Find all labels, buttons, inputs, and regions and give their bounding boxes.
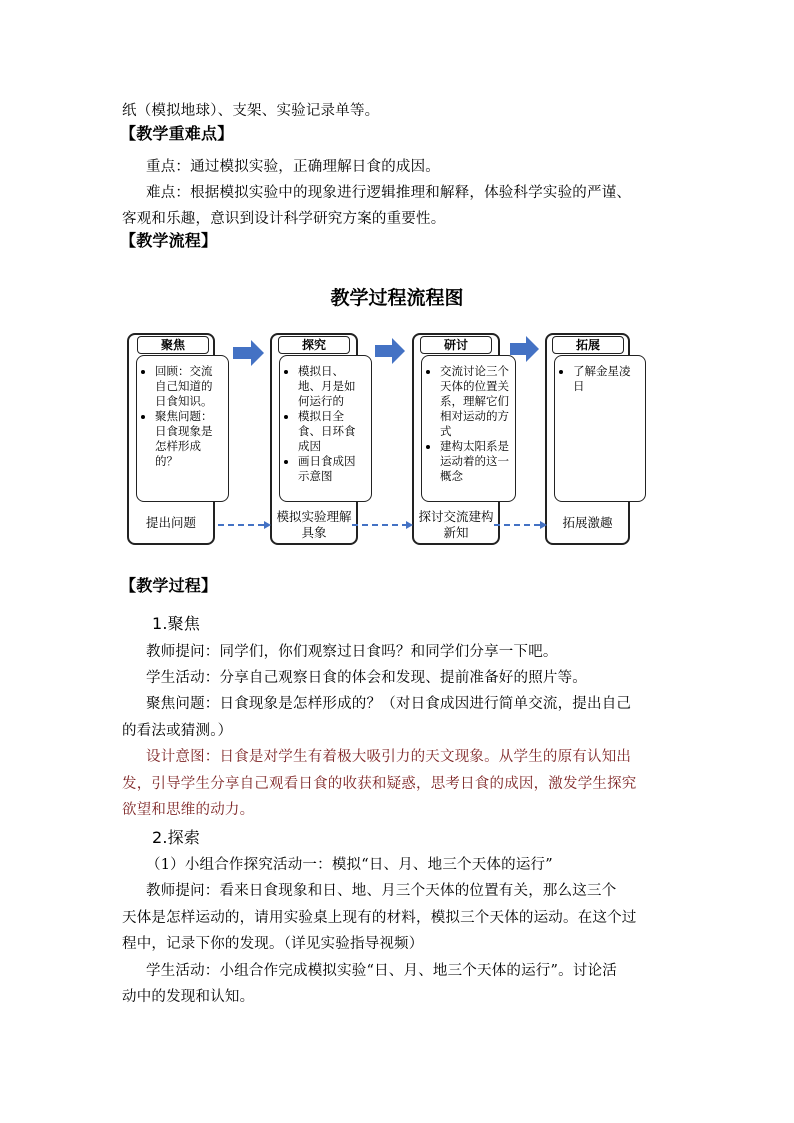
text-line: 聚焦问题：日食现象是怎样形成的？（对日食成因进行简单交流，提出自己 [146, 696, 632, 712]
text-line: 纸（模拟地球）、支架、实验记录单等。 [122, 103, 380, 119]
subsection-heading: 1.聚焦 [152, 614, 201, 633]
flowchart-title: 教学过程流程图 [330, 287, 464, 309]
text-line: 学生活动：分享自己观察日食的体会和发现、提前准备好的照片等。 [146, 670, 587, 686]
text-line: 重点：通过模拟实验，正确理解日食的成因。 [146, 159, 440, 175]
stage-item: • 模拟日全食、日环食成因 [298, 409, 365, 454]
text-line: 难点：根据模拟实验中的现象进行逻辑推理和解释，体验科学实验的严谨、 [146, 185, 632, 201]
stage-item: • 交流讨论三个天体的位置关系，理解它们相对运动的方式 [440, 364, 509, 439]
design-intent-line: 设计意图：日食是对学生有着极大吸引力的天文现象。从学生的原有认知出 [146, 749, 632, 765]
stage-content-focus [136, 355, 229, 502]
text-line: 动中的发现和认知。 [122, 989, 255, 1005]
section-heading: 【教学过程】 [120, 576, 218, 595]
text-line: 教师提问：同学们，你们观察过日食吗？和同学们分享一下吧。 [146, 644, 558, 660]
stage-footer-focus: 提出问题 [145, 515, 196, 530]
stage-header-explore: 探究 [278, 336, 350, 354]
text-line: 客观和乐趣，意识到设计科学研究方案的重要性。 [122, 211, 446, 227]
stage-footer-explore: 模拟实验理解具象 [276, 509, 352, 540]
design-intent-line: 欲望和思维的动力。 [122, 802, 255, 818]
text-line: 程中，记录下你的发现。（详见实验指导视频） [122, 936, 424, 952]
stage-item: • 画日食成因示意图 [298, 454, 365, 484]
stage-header-extend: 拓展 [552, 336, 624, 354]
text-line: 的看法或猜测。） [122, 723, 233, 739]
text-line: 天体是怎样运动的，请用实验桌上现有的材料，模拟三个天体的运动。在这个过 [122, 910, 637, 926]
stage-item: • 聚焦问题：日食现象是怎样形成的？ [155, 409, 222, 469]
stage-item: • 回顾：交流自己知道的日食知识。 [155, 364, 222, 409]
stage-item: • 了解金星凌日 [573, 364, 639, 394]
text-line: 学生活动：小组合作完成模拟实验“日、月、地三个天体的运行”。讨论活 [146, 963, 617, 979]
stage-header-discuss: 研讨 [420, 336, 492, 354]
subsection-heading: 2.探索 [152, 828, 201, 847]
stage-header-focus: 聚焦 [137, 336, 209, 354]
stage-item: • 模拟日、地、月是如何运行的 [298, 364, 365, 409]
stage-content-discuss [421, 355, 516, 502]
text-line: 教师提问：看来日食现象和日、地、月三个天体的位置有关，那么这三个 [146, 883, 617, 899]
stage-content-extend [554, 355, 646, 502]
stage-footer-discuss: 探讨交流建构新知 [418, 509, 494, 540]
stage-item: • 建构太阳系是运动着的这一概念 [440, 439, 509, 484]
block-arrow-icon [233, 340, 264, 366]
stage-content-explore [279, 355, 372, 502]
design-intent-line: 发，引导学生分享自己观看日食的收获和疑惑，思考日食的成因，激发学生探究 [122, 776, 637, 792]
block-arrow-icon [375, 338, 405, 364]
stage-footer-extend: 拓展激趣 [562, 515, 613, 530]
text-line: （1）小组合作探究活动一：模拟“日、月、地三个天体的运行” [146, 857, 553, 873]
section-heading: 【教学流程】 [120, 231, 218, 250]
section-heading: 【教学重难点】 [120, 124, 234, 143]
